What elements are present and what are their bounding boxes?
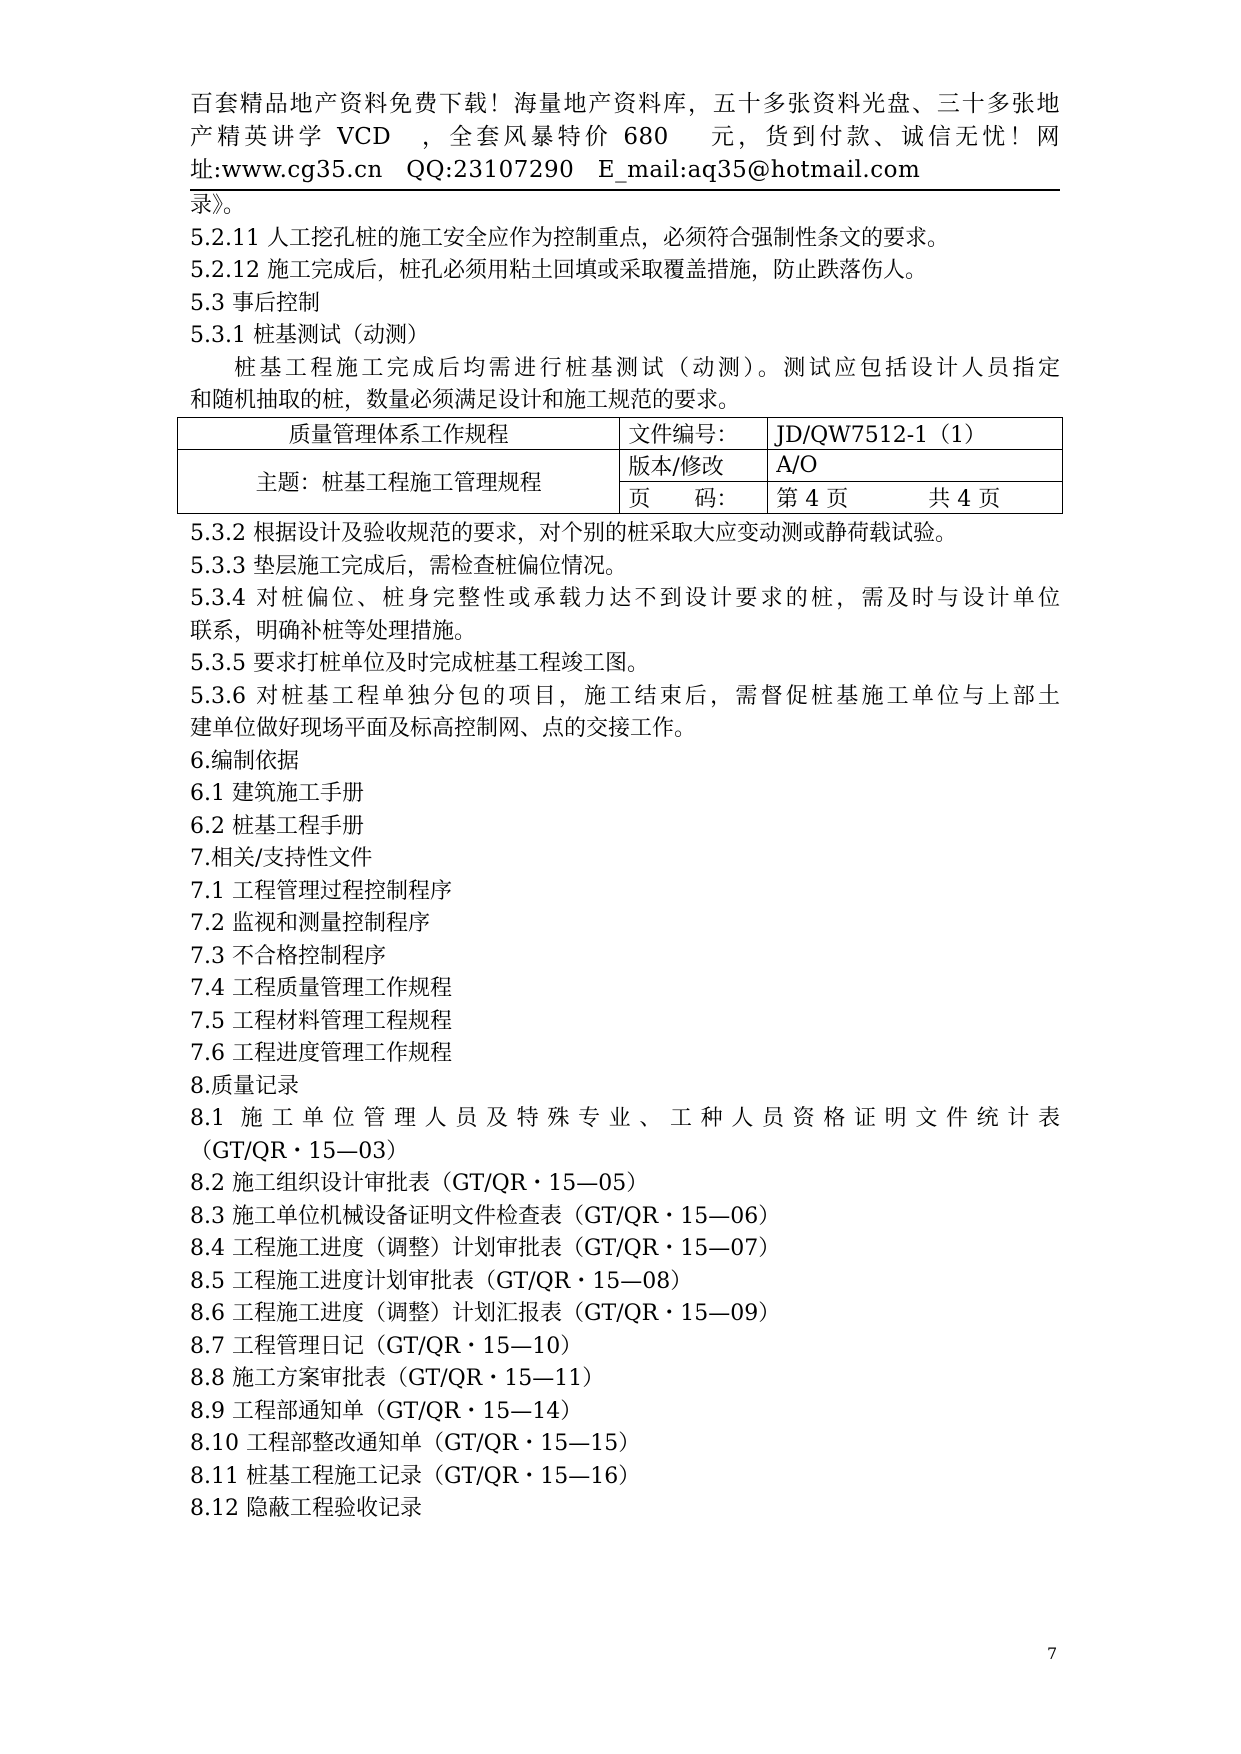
page-header-ad xyxy=(190,88,1060,187)
page-current: 第 4 页 xyxy=(776,487,849,512)
paragraph-line: 5.3.6 对桩基工程单独分包的项目，施工结束后，需督促桩基施工单位与上部土 xyxy=(190,683,1060,709)
paragraph-line: 5.3.2 根据设计及验收规范的要求，对个别的桩采取大应变动测或静荷载试验。 xyxy=(190,521,957,546)
paragraph-line: 5.3.4 对桩偏位、桩身完整性或承载力达不到设计要求的桩，需及时与设计单位 xyxy=(190,586,1060,611)
list-item: 8.4 工程施工进度（调整）计划审批表（GT/QR・15—07） xyxy=(190,1236,781,1261)
page-total: 共 4 页 xyxy=(928,487,1001,512)
section-heading: 5.3.1 桩基测试（动测） xyxy=(190,323,429,348)
system-title-cell: 质量管理体系工作规程 xyxy=(178,418,620,450)
list-item: 7.2 监视和测量控制程序 xyxy=(190,911,430,936)
paragraph-line: 桩基工程施工完成后均需进行桩基测试（动测）。测试应包括设计人员指定 xyxy=(234,355,1060,381)
list-item: 8.6 工程施工进度（调整）计划汇报表（GT/QR・15—09） xyxy=(190,1301,781,1326)
list-item: 7.5 工程材料管理工程规程 xyxy=(190,1008,452,1034)
page-value-cell xyxy=(768,482,1063,514)
paragraph-line: 建单位做好现场平面及标高控制网、点的交接工作。 xyxy=(190,716,697,741)
list-item: 8.5 工程施工进度计划审批表（GT/QR・15—08） xyxy=(190,1268,693,1294)
version-value: A/O xyxy=(768,450,1063,482)
version-label: 版本/修改 xyxy=(620,450,768,482)
body-section-b xyxy=(190,518,1060,1526)
list-item: 8.7 工程管理日记（GT/QR・15—10） xyxy=(190,1333,583,1359)
paragraph-line: 5.3.5 要求打桩单位及时完成桩基工程竣工图。 xyxy=(190,651,649,676)
section-heading: 6.编制依据 xyxy=(190,748,299,774)
paragraph-line: 5.2.12 施工完成后，桩孔必须用粘土回填或采取覆盖措施，防止跌落伤人。 xyxy=(190,258,927,283)
list-item: 8.2 施工组织设计审批表（GT/QR・15—05） xyxy=(190,1171,649,1196)
header-line-2: 产精英讲学 VCD ，全套风暴特价 680 元，货到付款、诚信无忧！网 xyxy=(190,124,1060,150)
list-item: 8.11 桩基工程施工记录（GT/QR・15—16） xyxy=(190,1463,641,1489)
list-item: 6.2 桩基工程手册 xyxy=(190,813,364,839)
list-item: （GT/QR・15—03） xyxy=(190,1138,409,1164)
paragraph-line: 5.2.11 人工挖孔桩的施工安全应作为控制重点，必须符合强制性条文的要求。 xyxy=(190,225,949,251)
page-number: 7 xyxy=(1047,1644,1058,1663)
paragraph-line: 5.3.3 垫层施工完成后，需检查桩偏位情况。 xyxy=(190,553,627,579)
list-item: 8.12 隐蔽工程验收记录 xyxy=(190,1496,422,1521)
list-item: 8.3 施工单位机械设备证明文件检查表（GT/QR・15—06） xyxy=(190,1203,781,1229)
list-item: 8.1 施工单位管理人员及特殊专业、工种人员资格证明文件统计表 xyxy=(190,1106,1060,1131)
body-section-a xyxy=(190,190,1060,418)
list-item: 8.8 施工方案审批表（GT/QR・15—11） xyxy=(190,1366,605,1391)
list-item: 8.9 工程部通知单（GT/QR・15—14） xyxy=(190,1398,583,1424)
list-item: 7.6 工程进度管理工作规程 xyxy=(190,1041,452,1066)
list-item: 7.4 工程质量管理工作规程 xyxy=(190,976,452,1001)
paragraph-line: 联系，明确补桩等处理措施。 xyxy=(190,618,477,644)
file-number-label: 文件编号： xyxy=(620,418,768,450)
list-item: 7.1 工程管理过程控制程序 xyxy=(190,878,452,904)
section-heading: 7.相关/支持性文件 xyxy=(190,846,373,871)
header-line-1: 百套精品地产资料免费下载！海量地产资料库，五十多张资料光盘、三十多张地 xyxy=(190,91,1060,117)
section-heading: 5.3 事后控制 xyxy=(190,290,320,316)
list-item: 8.10 工程部整改通知单（GT/QR・15—15） xyxy=(190,1431,641,1456)
list-item: 6.1 建筑施工手册 xyxy=(190,781,364,806)
subject-cell: 主题：桩基工程施工管理规程 xyxy=(178,450,620,514)
list-item: 7.3 不合格控制程序 xyxy=(190,943,386,969)
file-number-value: JD/QW7512-1（1） xyxy=(768,418,1063,450)
header-line-3[interactable]: 址:www.cg35.cn QQ:23107290 E_mail:aq35@hotmail.com xyxy=(190,157,921,183)
section-heading: 8.质量记录 xyxy=(190,1073,299,1099)
paragraph-line: 和随机抽取的桩，数量必须满足设计和施工规范的要求。 xyxy=(190,388,741,413)
page-label: 页 码： xyxy=(620,482,768,514)
paragraph-line: 录》。 xyxy=(190,193,246,218)
document-control-table xyxy=(177,417,1063,514)
